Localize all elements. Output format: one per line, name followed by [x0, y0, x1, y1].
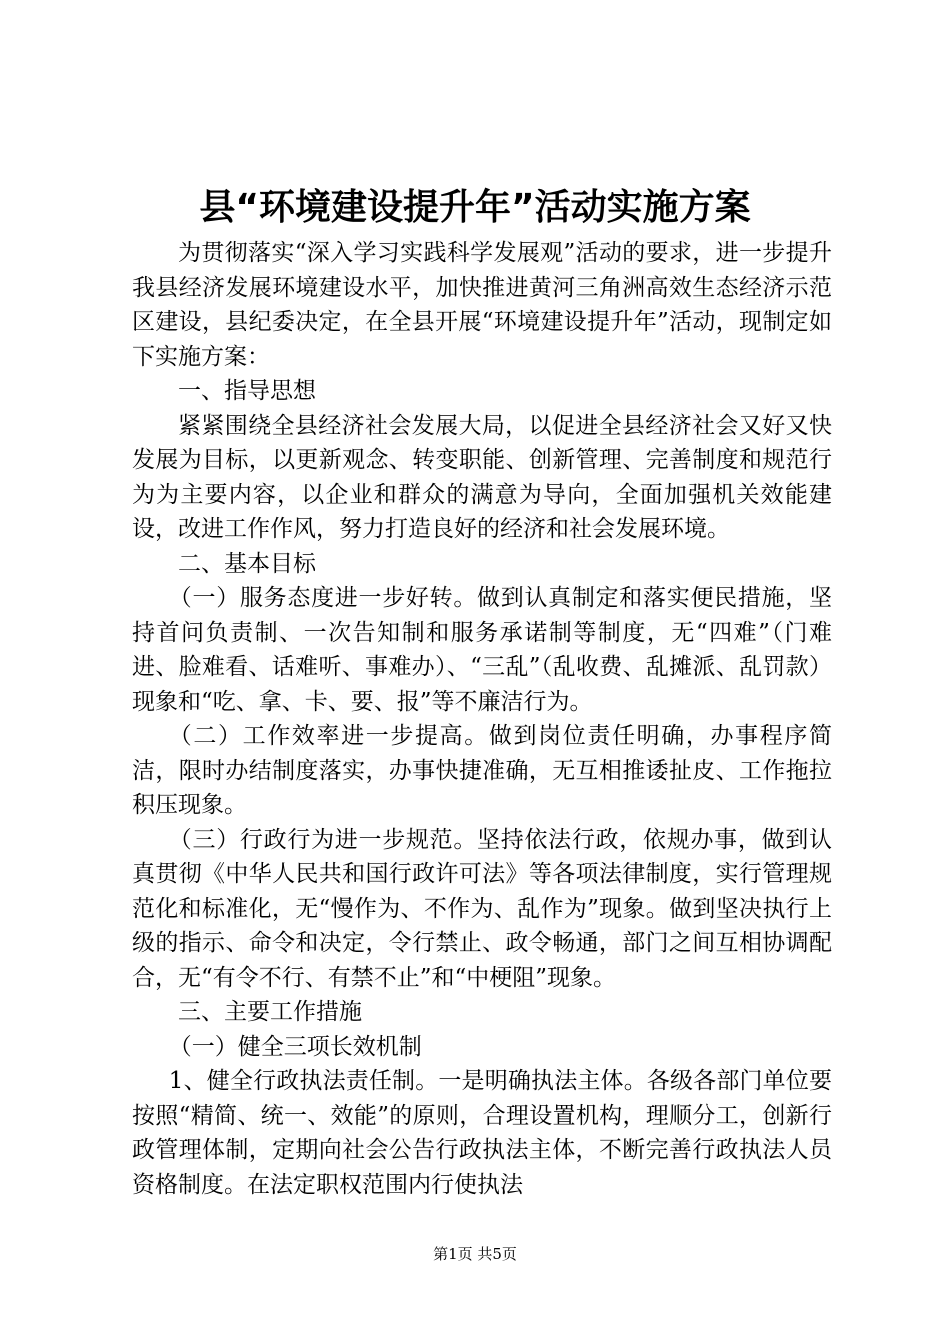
goal-2-paragraph: （二）工作效率进一步提高。做到岗位责任明确，办事程序简洁，限时办结制度落实，办事快捷准确，无互相推诿扯皮、工作拖拉积压现象。: [132, 723, 832, 818]
intro-paragraph: 为贯彻落实“深入学习实践科学发展观”活动的要求，进一步提升我县经济发展环境建设水平，加快推进黄河三角洲高效生态经济示范区建设，县纪委决定，在全县开展“环境建设提升年”活动，现制定如下实施方案：: [132, 240, 832, 370]
goal-3-paragraph: （三）行政行为进一步规范。坚持依法行政，依规办事，做到认真贯彻《中华人民共和国行政许可法》等各项法律制度，实行管理规范化和标准化，无“慢作为、不作为、乱作为”现象。做到坚决执行上级的指示、命令和决定，令行禁止、政令畅通，部门之间互相协调配合，无“有令不行、有禁不止”和“中梗阻”现象。: [132, 826, 832, 991]
section-heading-main-measures: 三、主要工作措施: [178, 999, 362, 1025]
page-footer: 第1页 共5页: [433, 1245, 517, 1263]
document-body: [132, 236, 832, 1202]
document-title: 县“环境建设提升年”活动实施方案: [199, 187, 751, 228]
section-heading-basic-goals: 二、基本目标: [178, 550, 316, 577]
goal-1-paragraph: （一）服务态度进一步好转。做到认真制定和落实便民措施，坚持首问负责制、一次告知制和服务承诺制等制度，无“四难”（门难进、脸难看、话难听、事难办）、“三乱”（乱收费、乱摊派、乱罚款）现象和“吃、拿、卡、要、报”等不廉洁行为。: [132, 585, 832, 715]
subsection-heading-mechanisms: （一）健全三项长效机制: [168, 1033, 422, 1060]
measure-1-paragraph: 1、健全行政执法责任制。一是明确执法主体。各级各部门单位要按照“精简、统一、效能”的原则，合理设置机构，理顺分工，创新行政管理体制，定期向社会公告行政执法主体，不断完善行政执法人员资格制度。在法定职权范围内行使执法: [132, 1068, 832, 1198]
section-heading-guiding-ideology: 一、指导思想: [178, 378, 316, 404]
guiding-ideology-paragraph: 紧紧围绕全县经济社会发展大局，以促进全县经济社会又好又快发展为目标，以更新观念、转变职能、创新管理、完善制度和规范行为为主要内容，以企业和群众的满意为导向，全面加强机关效能建设，改进工作作风，努力打造良好的经济和社会发展环境。: [132, 412, 832, 542]
